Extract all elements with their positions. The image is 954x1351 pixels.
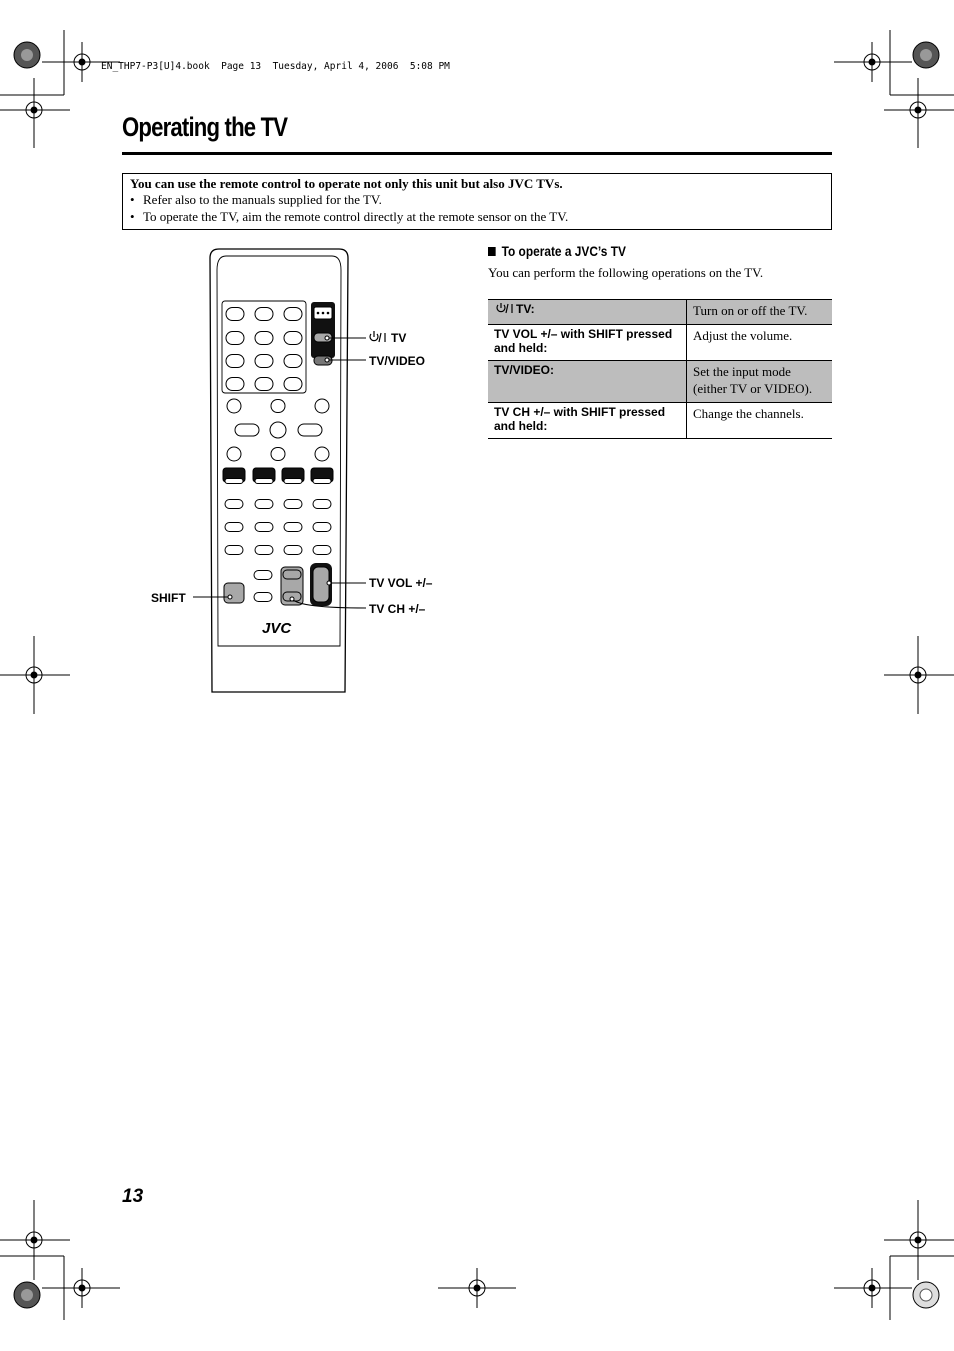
square-bullet-icon (488, 247, 496, 256)
function-label: TV CH +/– with SHIFT pressed and held: (494, 405, 666, 433)
note-lead: You can use the remote control to operate not only this unit but also JVC TVs. (130, 176, 563, 191)
function-key-label (313, 479, 331, 484)
remote-button (255, 546, 273, 555)
function-label: TV: (516, 302, 535, 316)
table-row (488, 361, 832, 403)
table-row (488, 403, 832, 439)
remote-button (255, 500, 273, 509)
remote-button (226, 378, 244, 391)
callout-tv-ch: TV CH +/– (369, 602, 426, 616)
function-label: TV/VIDEO: (494, 363, 555, 377)
remote-button (255, 308, 273, 321)
description-cell: Set the input mode (either TV or VIDEO). (687, 361, 833, 403)
remote-button (270, 422, 286, 438)
remote-button (284, 378, 302, 391)
remote-button (255, 332, 273, 345)
remote-button (284, 500, 302, 509)
remote-button (225, 546, 243, 555)
note-item-text: Refer also to the manuals supplied for the TV. (143, 192, 382, 207)
function-cell (488, 325, 687, 361)
section-heading-text: To operate a JVC’s TV (501, 243, 626, 259)
function-key-label (255, 479, 273, 484)
page-number: 13 (122, 1186, 144, 1207)
table-row (488, 325, 832, 361)
section-intro: You can perform the following operations on the TV. (488, 265, 764, 280)
remote-button (254, 593, 272, 602)
remote-button (313, 500, 331, 509)
remote-button (271, 448, 285, 461)
print-header: EN_THP7-P3[U]4.book Page 13 Tuesday, April 4, 2006 5:08 PM (101, 61, 450, 72)
remote-button (298, 424, 322, 436)
description-cell: Change the channels. (687, 403, 833, 439)
remote-button (225, 500, 243, 509)
page-title: Operating the TV (122, 112, 288, 142)
note-item: • Refer also to the manuals supplied for the TV. (130, 192, 382, 207)
function-cell (488, 403, 687, 439)
section-heading (488, 243, 626, 259)
function-cell (488, 300, 687, 325)
remote-button (284, 332, 302, 345)
remote-button (255, 523, 273, 532)
remote-button (284, 308, 302, 321)
remote-button (254, 571, 272, 580)
operations-table (488, 299, 832, 439)
remote-button (227, 399, 241, 413)
callout-tv-video: TV/VIDEO (369, 354, 426, 368)
shift-button (224, 583, 244, 603)
callout-power-tv: TV (391, 331, 407, 345)
remote-button (255, 378, 273, 391)
remote-button (284, 523, 302, 532)
function-key-label (225, 479, 243, 484)
jvc-logo: JVC (262, 620, 292, 637)
remote-button (284, 546, 302, 555)
remote-button (226, 355, 244, 368)
power-icon (370, 331, 385, 342)
remote-button (313, 523, 331, 532)
note-item: • To operate the TV, aim the remote control directly at the remote sensor on the TV. (130, 209, 569, 224)
function-label: TV VOL +/– with SHIFT pressed and held: (494, 327, 673, 355)
callout-tv-vol: TV VOL +/– (369, 576, 433, 590)
description-cell: Turn on or off the TV. (687, 300, 833, 325)
function-key-label (284, 479, 302, 484)
note-item-text: To operate the TV, aim the remote control directly at the remote sensor on the TV. (143, 209, 569, 224)
remote-button (284, 355, 302, 368)
remote-button (315, 399, 329, 413)
remote-button (226, 308, 244, 321)
remote-button (235, 424, 259, 436)
remote-button (315, 447, 329, 461)
callout-shift: SHIFT (151, 591, 186, 605)
description-cell: Adjust the volume. (687, 325, 833, 361)
function-cell (488, 361, 687, 403)
remote-button (227, 447, 241, 461)
table-row (488, 300, 832, 325)
remote-button (255, 355, 273, 368)
remote-button (271, 400, 285, 413)
power-icon (494, 302, 516, 314)
remote-button (226, 332, 244, 345)
remote-button (313, 546, 331, 555)
remote-button (225, 523, 243, 532)
